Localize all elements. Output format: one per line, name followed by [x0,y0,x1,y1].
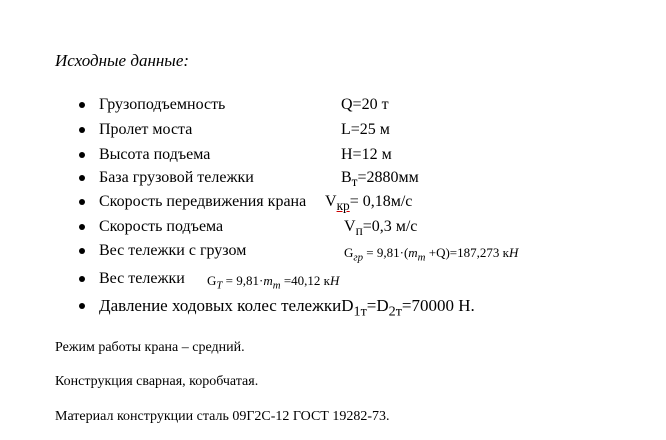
section-heading: Исходные данные: [55,51,190,70]
paragraph-material: Материал конструкции сталь 09Г2С-12 ГОСТ 19282-73. [55,409,390,424]
formula-var: m [263,273,273,288]
item-label: Вес тележки [99,270,185,287]
bullet-icon [79,102,85,108]
bullet-icon [79,303,85,309]
paragraph-construction: Конструкция сварная, коробчатая. [55,374,259,389]
value-subscript: 2т [388,303,402,320]
list-item [0,192,666,214]
formula-var-subscript: т [272,279,281,292]
item-label: База грузовой тележки [99,169,254,186]
bullet-icon [79,152,85,158]
item-label: Пролет моста [99,121,193,138]
formula-part: = 9,81· [222,273,264,288]
item-value [344,217,417,241]
bullet-icon [79,175,85,181]
value-symbol: B [341,169,352,186]
formula-part: =40,12 к [280,273,330,288]
item-label-text: Давление ходовых колес тележки [99,296,342,315]
item-label: Грузоподъемность [99,96,226,113]
bullet-icon [79,248,85,254]
formula-unit: Н [508,245,519,260]
item-value [341,168,419,192]
item-value: H=12 м [341,146,392,163]
value-rest: =0,3 м/с [362,218,418,235]
value-subscript: п [355,223,363,239]
item-label: Вес тележки с грузом [99,242,247,259]
list-item [0,241,666,263]
formula-var: m [408,245,418,260]
list-item [0,95,666,117]
item-label: Скорость передвижения крана [99,193,307,210]
list-item [0,145,666,167]
formula-symbol: G [344,245,354,260]
formula-part: = 9,81·( [363,245,409,260]
item-value: Q=20 т [341,96,389,113]
value-symbol: D [341,296,354,315]
bullet-icon [79,127,85,133]
item-label: Высота подъема [99,146,211,163]
value-rest: =70000 Н. [401,296,475,315]
value-subscript: т [351,174,358,190]
value-rest: = 0,18м/с [349,193,413,210]
list-item [0,296,666,318]
list-item [0,217,666,239]
bullet-icon [79,199,85,205]
bullet-icon [79,224,85,230]
formula-part: +Q)=187,273 к [425,245,509,260]
formula-symbol: G [207,273,217,288]
value-subscript: 1т [353,303,367,320]
formula-subscript: гр [353,251,364,264]
formula [344,243,518,268]
item-label [99,296,475,321]
formula [207,271,339,296]
item-label: Скорость подъема [99,218,224,235]
list-item [0,269,666,291]
value-symbol: V [325,193,337,210]
item-value: L=25 м [341,121,390,138]
value-subscript: кр [336,198,350,214]
formula-var-subscript: т [417,251,426,264]
value-symbol: V [344,218,356,235]
value-rest: =2880мм [357,169,419,186]
list-item [0,120,666,142]
paragraph-mode: Режим работы крана – средний. [55,340,245,355]
formula-unit: Н [329,273,340,288]
bullet-icon [79,276,85,282]
list-item [0,168,666,190]
value-part: =D [366,296,389,315]
item-value [325,192,412,216]
formula-subscript: T [216,279,223,292]
